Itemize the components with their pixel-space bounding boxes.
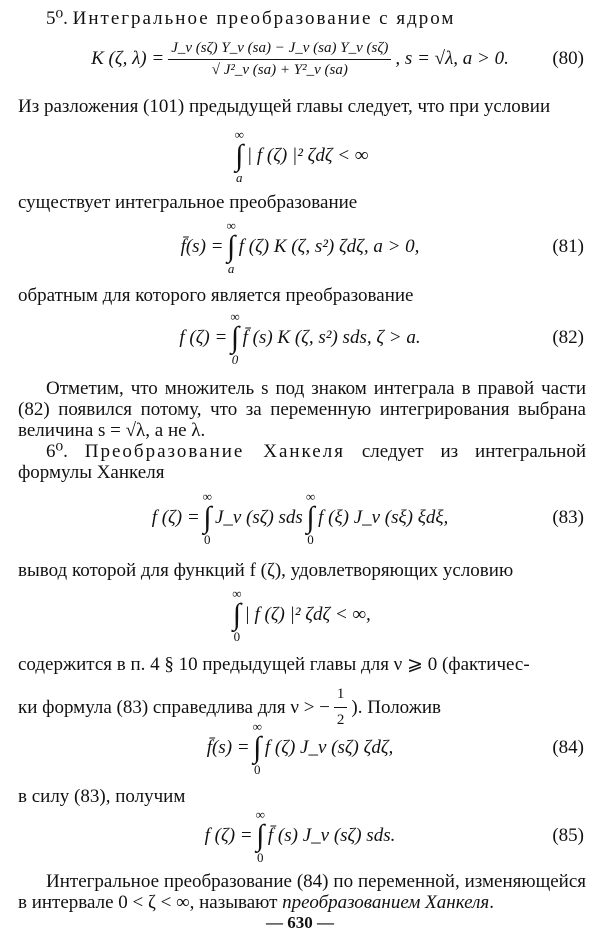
integral-lower-limit: 0 — [231, 352, 239, 367]
integral-symbol: ∫ — [235, 139, 244, 172]
integral-sign — [203, 490, 212, 546]
section-5-title: Интегральное преобразование с ядром — [72, 8, 456, 29]
paragraph-exists: существует интегральное преобразование — [18, 192, 358, 213]
condition-1 — [0, 126, 600, 186]
kernel-fraction — [168, 40, 391, 79]
integral-lower-limit: 0 — [307, 532, 314, 547]
eq83-body: f (ξ) J_ν (sξ) ξdξ, — [318, 507, 449, 528]
condition-1-body: | f (ζ) |² ζdζ < ∞ — [246, 145, 369, 166]
integral-lower-limit: a — [235, 170, 243, 185]
integral-upper-limit: ∞ — [202, 489, 212, 504]
integral-symbol: ∫ — [203, 501, 212, 534]
section-5-number: 5⁰. — [46, 8, 68, 29]
page-number: — 630 — — [266, 913, 334, 932]
paragraph-hankel-definition — [18, 871, 586, 913]
eq85-lhs: f (ζ) = — [204, 825, 253, 846]
integral-lower-limit: 0 — [254, 762, 261, 777]
kernel-lhs: K (ζ, λ) = — [91, 48, 165, 69]
p6-line2-start: ки формула (83) справедлива для ν > − — [18, 697, 330, 718]
integral-sign — [235, 128, 244, 184]
integral-sign — [232, 587, 241, 643]
equation-number-82: (82) — [552, 327, 584, 348]
formula-81 — [0, 214, 600, 280]
integral-upper-limit: ∞ — [230, 309, 240, 324]
formula-83 — [0, 486, 600, 550]
integral-upper-limit: ∞ — [255, 807, 265, 822]
kernel-conditions: , s = √λ, a > 0. — [395, 48, 509, 69]
equation-number-80: (80) — [552, 48, 584, 69]
integral-sign — [226, 219, 235, 275]
equation-number-84: (84) — [552, 737, 584, 758]
eq83-middle: J_ν (sζ) sds — [214, 507, 303, 528]
section-6-title: Преобразование Ханкеля — [84, 441, 345, 462]
section-6-paragraph — [18, 441, 586, 483]
equation-number-81: (81) — [552, 236, 584, 257]
p8-text: Интегральное преобразование (84) по переменной, изменяющейся в интервале 0 < ζ < ∞, называют — [18, 871, 586, 913]
condition-2 — [0, 584, 600, 646]
formula-82 — [0, 307, 600, 369]
section-6-text: следует из интегральной формулы Ханкеля — [18, 441, 587, 483]
integral-lower-limit: 0 — [204, 532, 211, 547]
integral-upper-limit: ∞ — [226, 218, 236, 233]
eq82-body: f̄ (s) K (ζ, s²) sds, ζ > a. — [242, 327, 421, 348]
integral-symbol: ∫ — [256, 819, 265, 852]
eq81-body: f (ζ) K (ζ, s²) ζdζ, a > 0, — [238, 236, 420, 257]
integral-upper-limit: ∞ — [252, 719, 262, 734]
formula-85 — [0, 804, 600, 868]
paragraph-inverse: обратным для которого является преобразование — [18, 285, 414, 306]
paragraph-note: Отметим, что множитель s под знаком интеграла в правой части (82) появился потому, что за переменную интегрирования выбрана величина s = √λ, а не λ. — [18, 378, 586, 441]
paragraph-contained: содержится в п. 4 § 10 предыдущей главы для ν ⩾ 0 (фактичес- — [18, 654, 530, 675]
hankel-transform-term: преобразованием Ханкеля — [282, 892, 490, 913]
eq83-lhs: f (ζ) = — [151, 507, 200, 528]
condition-2-body: | f (ζ) |² ζdζ < ∞, — [244, 604, 371, 625]
integral-symbol: ∫ — [253, 731, 262, 764]
eq81-lhs: f̄(s) = — [180, 236, 224, 257]
formula-84 — [0, 716, 600, 780]
p8-period: . — [489, 892, 494, 913]
integral-symbol: ∫ — [306, 501, 315, 534]
integral-sign — [230, 310, 239, 366]
paragraph-derivation: вывод которой для функций f (ζ), удовлетворяющих условию — [18, 560, 514, 581]
integral-sign — [306, 490, 315, 546]
eq85-body: f̄ (s) J_ν (sζ) sds. — [267, 825, 396, 846]
integral-symbol: ∫ — [232, 598, 241, 631]
equation-number-83: (83) — [552, 507, 584, 528]
integral-sign — [253, 720, 262, 776]
fraction-denominator: 2 — [336, 712, 345, 728]
integral-lower-limit: 0 — [233, 629, 241, 644]
eq84-lhs: f̄(s) = — [206, 737, 250, 758]
p6-line2-end: ). Положив — [351, 697, 441, 718]
kernel-numerator: J_ν (sζ) Y_ν (sa) − J_ν (sa) Y_ν (sζ) — [168, 40, 391, 60]
formula-80 — [0, 30, 600, 88]
integral-lower-limit: 0 — [256, 850, 264, 865]
eq84-body: f (ζ) J_ν (sζ) ζdζ, — [264, 737, 394, 758]
integral-upper-limit: ∞ — [234, 127, 244, 142]
paragraph-by-virtue: в силу (83), получим — [18, 786, 186, 807]
integral-symbol: ∫ — [227, 230, 236, 263]
integral-symbol: ∫ — [230, 321, 240, 354]
equation-number-85: (85) — [552, 825, 584, 846]
integral-upper-limit: ∞ — [232, 586, 242, 601]
integral-sign — [256, 808, 265, 864]
eq82-lhs: f (ζ) = — [179, 327, 228, 348]
paragraph-expansion: Из разложения (101) предыдущей главы следует, что при условии — [18, 96, 551, 117]
integral-upper-limit: ∞ — [305, 489, 316, 504]
fraction-numerator: 1 — [334, 684, 348, 708]
section-5-heading — [18, 8, 586, 29]
kernel-denominator: √ J²_ν (sa) + Y²_ν (sa) — [211, 61, 348, 78]
section-6-number: 6⁰. — [46, 441, 68, 462]
integral-lower-limit: a — [227, 261, 235, 276]
